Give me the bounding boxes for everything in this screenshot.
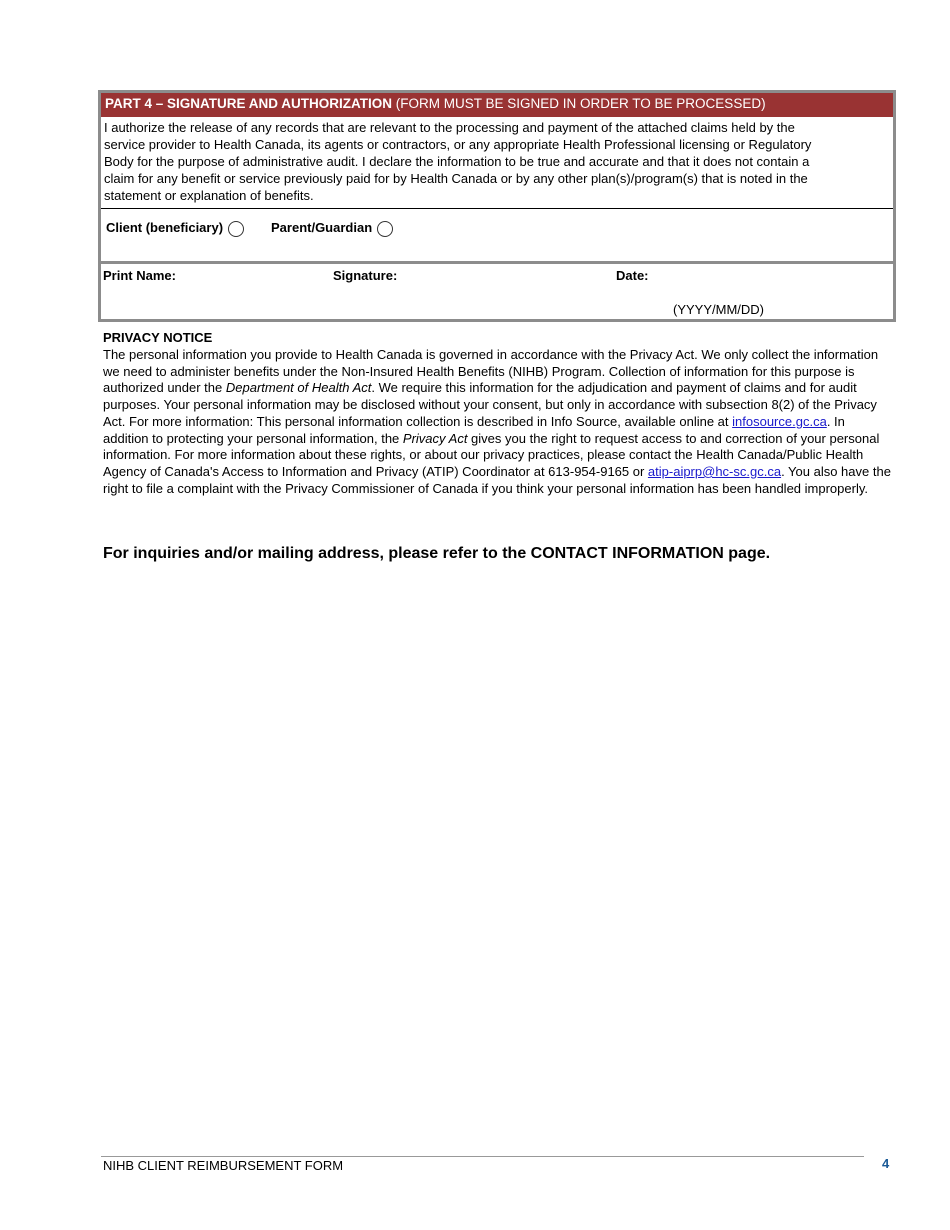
department-of-health-act: Department of Health Act: [225, 380, 372, 396]
privacy-notice: [103, 330, 893, 497]
footer-divider: [101, 1156, 864, 1157]
print-name-label: Print Name:: [103, 268, 176, 283]
guardian-label: Parent/Guardian: [271, 220, 373, 235]
signature-authorization-section: [98, 90, 896, 322]
part4-title-note: (FORM MUST BE SIGNED IN ORDER TO BE PROCESSED): [392, 96, 766, 111]
privacy-text-2: . We require this information for the adjudication and payment of claims and for audit purposes. Your personal information may be disclosed without your consent, but only in accordance with subsection 8(2) of the Privacy Act. For more information: This personal information collection is described in Info Source, available online at: [103, 380, 877, 429]
client-option[interactable]: [106, 218, 244, 237]
privacy-text-5: . You also have the right to file a complaint with the Privacy Commissioner of Canada if you think your personal information has been handled improperly.: [103, 463, 891, 496]
privacy-text-3: . In addition to protecting your personal information, the: [103, 413, 845, 446]
signer-type-row: [101, 209, 893, 264]
client-radio[interactable]: [228, 221, 244, 237]
signature-label: Signature:: [333, 268, 398, 283]
part4-header: [101, 93, 893, 117]
guardian-radio[interactable]: [377, 221, 393, 237]
inquiry-note: For inquiries and/or mailing address, please refer to the CONTACT INFORMATION page.: [103, 545, 771, 562]
atip-email-link[interactable]: atip-aiprp@hc-sc.gc.ca: [647, 463, 782, 479]
guardian-option[interactable]: [271, 218, 393, 237]
signature-row: [101, 264, 893, 319]
privacy-act-name: Privacy Act: [402, 430, 468, 446]
date-label: Date:: [616, 268, 649, 283]
part4-title: PART 4 – SIGNATURE AND AUTHORIZATION: [105, 96, 393, 111]
privacy-body: [103, 347, 893, 497]
date-format-hint: (YYYY/MM/DD): [673, 302, 764, 317]
privacy-text-1: The personal information you provide to Health Canada is governed in accordance with the Privacy Act. We only collect the information we need to administer benefits under the Non-Insured Health Benefits (NIHB) Program. Collection of information for this purpose is authorized under the: [103, 347, 879, 396]
privacy-text-4: gives you the right to request access to and correction of your personal information. For more information about these rights, or about our privacy practices, please contact the Health Canada/Public Health Agency of Canada's Access to Information and Privacy (ATIP) Coordinator at 613-954-9165 or: [103, 430, 880, 479]
client-label: Client (beneficiary): [106, 220, 224, 235]
footer-form-title: NIHB CLIENT REIMBURSEMENT FORM: [103, 1158, 344, 1173]
privacy-heading: PRIVACY NOTICE: [103, 330, 213, 345]
page-number: 4: [882, 1156, 890, 1171]
authorization-text: I authorize the release of any records that are relevant to the processing and payment of the attached claims held by the service provider to Health Canada, its agents or contractors, or any appropriate Health Professional licensing or Regulatory Body for the purpose of administrative audit. I declare the information to be true and accurate and that it does not contain a claim for any benefit or service previously paid for by Health Canada or by any other plan(s)/program(s) that is noted in the statement or explanation of benefits.: [101, 117, 893, 209]
infosource-link[interactable]: infosource.gc.ca: [732, 413, 827, 429]
